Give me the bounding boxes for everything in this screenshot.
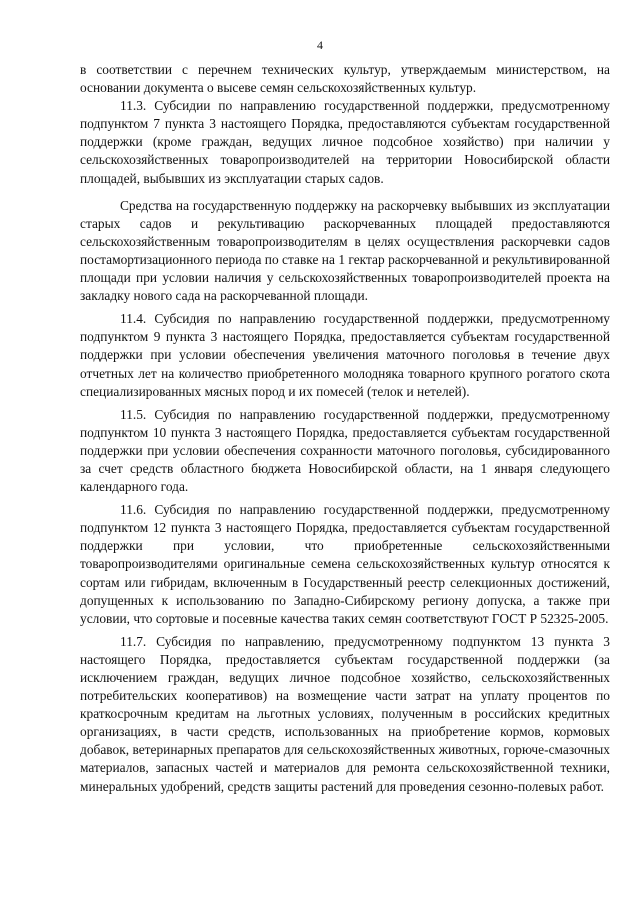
paragraph-11-5: 11.5. Субсидия по направлению государственной поддержки, предусмотренному подпунктом 10 пункта 3 настоящего Порядка, предоставляется субъектам государственной поддержки при условии обеспечения сохранности маточного поголовья, субсидированного за счет средств областного бюджета Новосибирской области, на 1 января следующего календарного года. xyxy=(80,406,610,495)
document-body xyxy=(80,61,610,796)
paragraph-continuation: в соответствии с перечнем технических культур, утверждаемым министерством, на основании документа о высеве семян сельскохозяйственных культур. xyxy=(80,62,610,96)
paragraph-orchard-funds: Средства на государственную поддержку на раскорчевку выбывших из эксплуатации старых садов и рекультивацию раскорчеванных площадей предоставляются сельскохозяйственным товаропроизводителям в целях осуществления раскорчевки садов постамортизационного периода по ставке на 1 гектар раскорчеванной и рекультивированной площади при условии наличия у сельскохозяйственных товаропроизводителей проекта на закладку нового сада на раскорчеванной площади. xyxy=(80,197,610,304)
paragraph-11-3: 11.3. Субсидии по направлению государственной поддержки, предусмотренному подпунктом 7 пункта 3 настоящего Порядка, предоставляются субъектам государственной поддержки (кроме граждан, ведущих личное подсобное хозяйство) при наличии у сельскохозяйственных товаропроизводителей на территории Новосибирской области площадей, выбывших из эксплуатации старых садов. xyxy=(80,98,610,186)
paragraph-11-6: 11.6. Субсидия по направлению государственной поддержки, предусмотренному подпунктом 12 пункта 3 настоящего Порядка, предоставляется субъектам государственной поддержки при условии, что приобретенные сельскохозяйственными товаропроизводителями оригинальные семена сельскохозяйственных культур относятся к сортам или гибридам, включенным в Государственный реестр селекционных достижений, допущенных к использованию по Западно-Сибирскому региону допуска, а также при условии, что сортовые и посевные качества таких семян соответствуют ГОСТ Р 52325-2005. xyxy=(80,502,610,626)
paragraph-11-7: 11.7. Субсидия по направлению, предусмотренному подпунктом 13 пункта 3 настоящего Порядка, предоставляется субъектам государственной поддержки (за исключением граждан, ведущих личное подсобное хозяйство, сельскохозяйственных потребительских кооперативов) на возмещение части затрат на уплату процентов по краткосрочным кредитам на льготных условиях, полученным в российских кредитных организациях, в части средств, использованных на приобретение кормов, кормовых добавок, ветеринарных препаратов для сельскохозяйственных животных, горюче-смазочных материалов, запасных частей и материалов для ремонта сельскохозяйственной техники, минеральных удобрений, средств защиты растений для проведения сезонно-полевых работ. xyxy=(80,633,610,794)
paragraph-11-4: 11.4. Субсидия по направлению государственной поддержки, предусмотренному подпунктом 9 пункта 3 настоящего Порядка, предоставляется субъектам государственной поддержки при условии обеспечения увеличения маточного поголовья в течение двух отчетных лет на количество приобретенного молодняка товарного крупного рогатого скота специализированных мясных пород и их помесей (телок и нетелей). xyxy=(80,311,610,399)
page-number: 4 xyxy=(317,38,323,52)
